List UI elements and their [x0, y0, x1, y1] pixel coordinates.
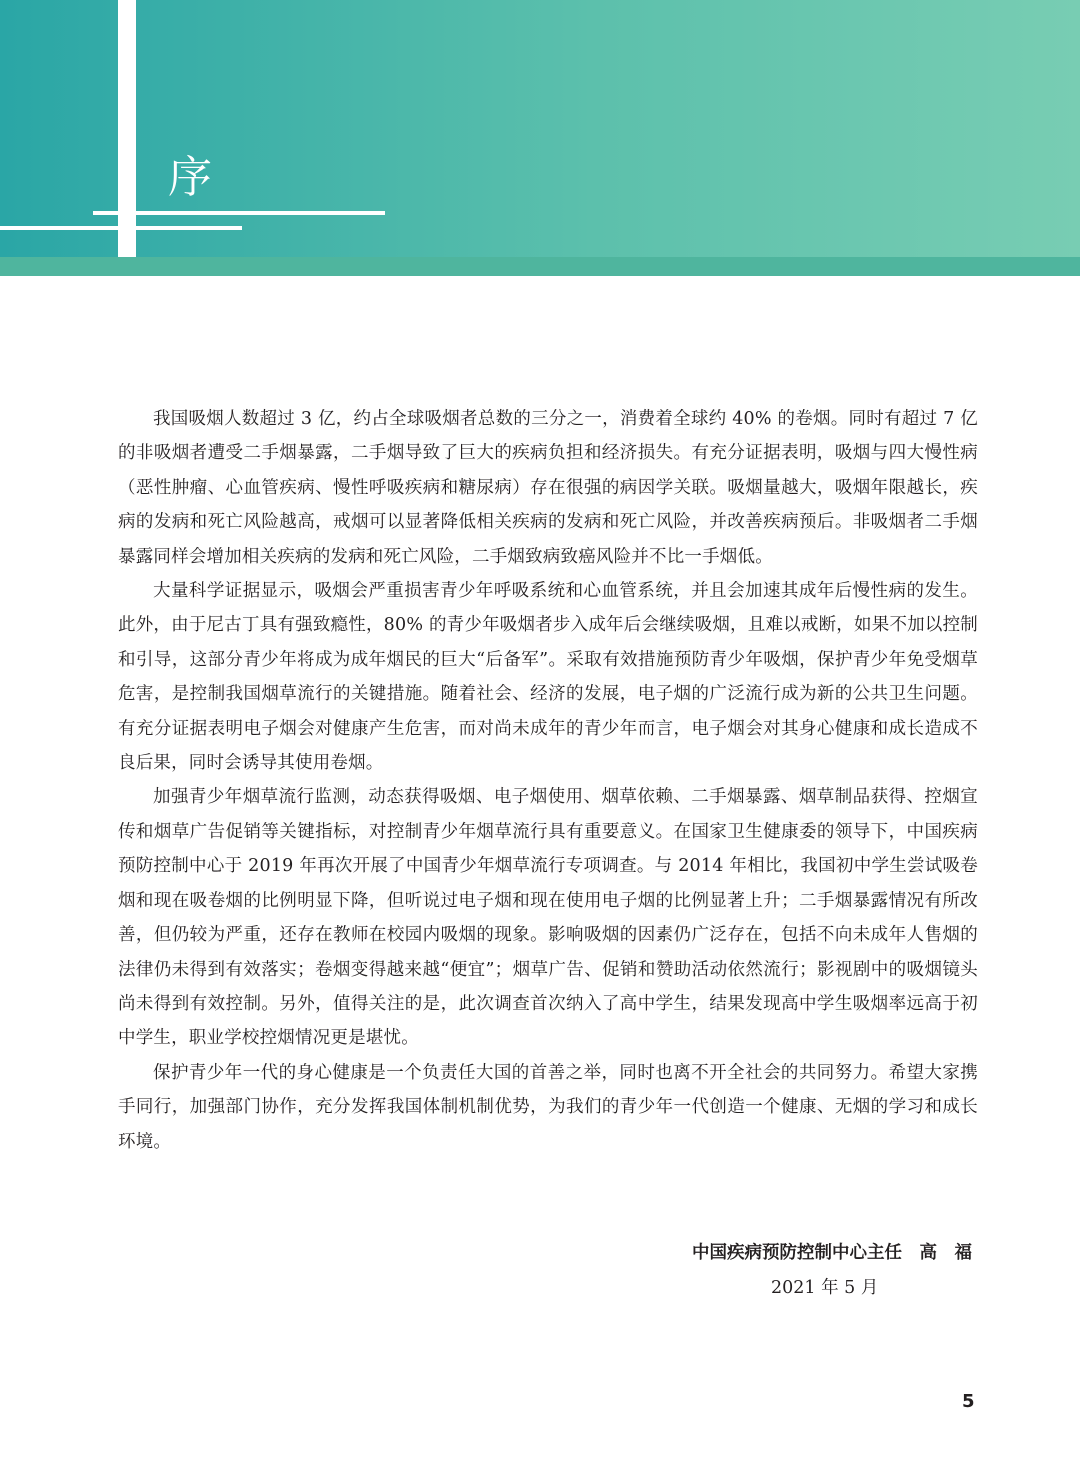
paragraph-2: 大量科学证据显示，吸烟会严重损害青少年呼吸系统和心血管系统，并且会加速其成年后慢性病的发生。此外，由于尼古丁具有强致瘾性，80% 的青少年吸烟者步入成年后会继续吸烟，且难以戒断，如果不加以控制和引导，这部分青少年将成为成年烟民的巨大“后备军”。采取有效措施预防青少年吸烟，保护青少年免受烟草危害，是控制我国烟草流行的关键措施。随着社会、经济的发展，电子烟的广泛流行成为新的公共卫生问题。有充分证据表明电子烟会对健康产生危害，而对尚未成年的青少年而言，电子烟会对其身心健康和成长造成不良后果，同时会诱导其使用卷烟。 [118, 581, 978, 774]
decorative-vertical-bar [118, 0, 136, 257]
author-signature: 中国疾病预防控制中心主任 高 福 [692, 1243, 972, 1263]
decorative-line-lower [0, 226, 242, 230]
paragraph-1: 我国吸烟人数超过 3 亿，约占全球吸烟者总数的三分之一，消费着全球约 40% 的卷烟。同时有超过 7 亿的非吸烟者遭受二手烟暴露，二手烟导致了巨大的疾病负担和经济损失。有充分证据表明，吸烟与四大慢性病（恶性肿瘤、心血管疾病、慢性呼吸疾病和糖尿病）存在很强的病因学关联。吸烟量越大，吸烟年限越长，疾病的发病和死亡风险越高，戒烟可以显著降低相关疾病的发病和死亡风险，并改善疾病预后。非吸烟者二手烟暴露同样会增加相关疾病的发病和死亡风险，二手烟致病致癌风险并不比一手烟低。 [118, 409, 978, 567]
header-bottom-strip [0, 257, 1080, 276]
signature-date: 2021 年 5 月 [771, 1278, 879, 1298]
decorative-line-upper [93, 211, 385, 215]
page-number: 5 [962, 1391, 975, 1412]
paragraph-4: 保护青少年一代的身心健康是一个负责任大国的首善之举，同时也离不开全社会的共同努力。希望大家携手同行，加强部门协作，充分发挥我国体制机制优势，为我们的青少年一代创造一个健康、无烟的学习和成长环境。 [118, 1062, 978, 1152]
preface-body [118, 402, 978, 1159]
header-banner [0, 0, 1080, 276]
paragraph-3: 加强青少年烟草流行监测，动态获得吸烟、电子烟使用、烟草依赖、二手烟暴露、烟草制品获得、控烟宣传和烟草广告促销等关键指标，对控制青少年烟草流行具有重要意义。在国家卫生健康委的领导下，中国疾病预防控制中心于 2019 年再次开展了中国青少年烟草流行专项调查。与 2014 年相比，我国初中学生尝试吸卷烟和现在吸卷烟的比例明显下降，但听说过电子烟和现在使用电子烟的比例显著上升；二手烟暴露情况有所改善，但仍较为严重，还存在教师在校园内吸烟的现象。影响吸烟的因素仍广泛存在，包括不向未成年人售烟的法律仍未得到有效落实；卷烟变得越来越“便宜”；烟草广告、促销和赞助活动依然流行；影视剧中的吸烟镜头尚未得到有效控制。另外，值得关注的是，此次调查首次纳入了高中学生，结果发现高中学生吸烟率远高于初中学生，职业学校控烟情况更是堪忧。 [118, 787, 978, 1049]
section-title: 序 [168, 152, 212, 203]
